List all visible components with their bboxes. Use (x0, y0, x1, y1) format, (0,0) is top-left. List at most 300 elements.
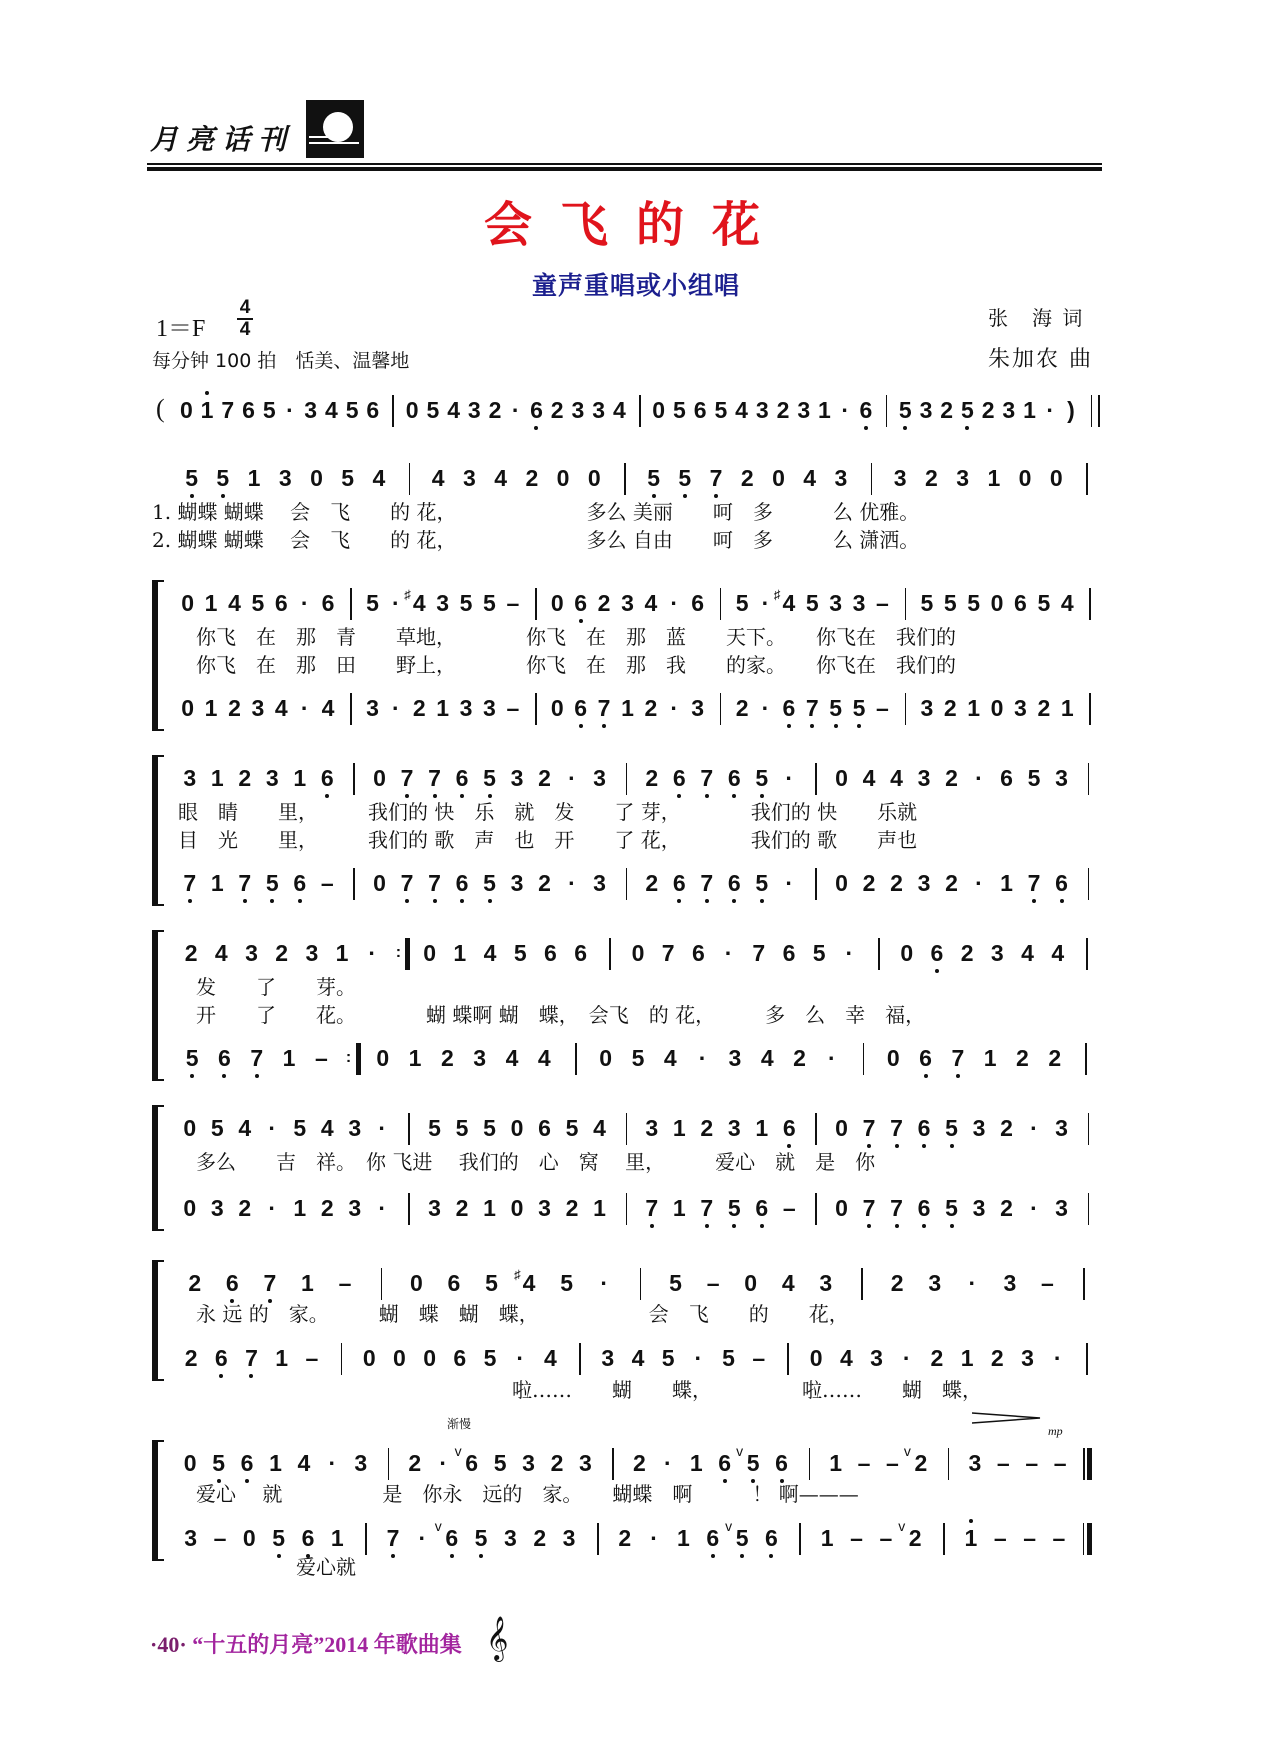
note: 2 (945, 765, 958, 791)
extension-dash: – (506, 590, 520, 616)
song-subtitle: 童声重唱或小组唱 (531, 271, 740, 300)
bracket-hook (156, 1105, 164, 1107)
note: 2 (793, 1045, 806, 1071)
note: 3 (1014, 695, 1027, 721)
note: 7 (696, 765, 718, 791)
augmentation-dot: · (511, 397, 520, 423)
note: 1 (301, 1270, 314, 1296)
note: 6 (668, 870, 690, 896)
note: 1 (269, 1450, 282, 1476)
note: 7 (886, 1115, 908, 1141)
key-signature: 1＝F (156, 316, 206, 342)
note: 5 (479, 765, 501, 791)
note: 6 (221, 1270, 243, 1296)
extension-dash: – (996, 1450, 1010, 1476)
note: 3 (463, 465, 476, 491)
note: 4 (214, 940, 228, 966)
note: 6 (913, 1115, 935, 1141)
note: 0 (631, 940, 645, 966)
lyric-line: 发 了 芽。 (196, 975, 356, 999)
augmentation-dot: · (975, 870, 983, 896)
note: 6 (1051, 870, 1073, 896)
note: 1 (1000, 870, 1013, 896)
barline (1098, 395, 1100, 427)
note: 3 (578, 1450, 592, 1476)
note: 4 (320, 1115, 334, 1141)
barline (409, 463, 411, 495)
lyric-line: 多么 吉 祥。 你 飞进 我们的 心 窝 里， 爱心 就 是 你 (196, 1150, 876, 1174)
note: 4 ♯ (514, 1267, 536, 1296)
note: 3 (183, 765, 197, 791)
note: 2 (776, 397, 790, 423)
note: 5 (428, 1115, 441, 1141)
barline (612, 1448, 614, 1480)
note: 3 (1055, 765, 1068, 791)
system-bracket (152, 580, 158, 731)
barline (353, 763, 355, 795)
barline (1086, 1343, 1088, 1375)
note: 2 (735, 695, 749, 721)
note: 0 (405, 397, 419, 423)
note: 3 (366, 695, 379, 721)
note: 6 (751, 1195, 773, 1221)
note: 2 (645, 870, 659, 896)
system-bracket (152, 1260, 158, 1381)
bracket-hook (156, 1379, 164, 1381)
bracket-hook (156, 729, 164, 731)
repeat-sign: : (395, 944, 402, 961)
barline (365, 1523, 367, 1555)
note: 4 (431, 465, 445, 491)
note: 1 (983, 1045, 997, 1071)
note: 5 (479, 870, 501, 896)
extension-dash: – (320, 870, 334, 896)
note: 6 (691, 940, 705, 966)
note: 7 (752, 940, 766, 966)
barline (878, 938, 880, 970)
note: 5 (262, 397, 276, 423)
note: 2 (408, 1450, 422, 1476)
note: 5 (1027, 765, 1041, 791)
note: 5 (674, 465, 696, 491)
note: 3 (210, 1195, 224, 1221)
augmentation-dot: · (568, 870, 576, 896)
note: 3 (727, 1115, 741, 1141)
note: 1 (335, 940, 349, 966)
note: 3 (797, 397, 811, 423)
treble-clef-icon: 𝄞 (486, 1616, 509, 1660)
note: 0 (183, 1195, 197, 1221)
augmentation-dot: · (439, 1450, 448, 1476)
augmentation-dot: · (785, 765, 794, 791)
augmentation-dot: · (300, 590, 309, 616)
bracket-hook (156, 930, 164, 932)
note: 5 (208, 1450, 230, 1476)
note: 2 (960, 940, 974, 966)
barline (381, 1268, 383, 1300)
system-bracket (152, 755, 158, 906)
augmentation-dot: · (286, 397, 294, 423)
note: 7 (382, 1525, 404, 1551)
note: 3 (503, 1525, 517, 1551)
note: 4 (321, 695, 335, 721)
barline (1091, 395, 1093, 427)
note: 3 (691, 695, 705, 721)
note: 0 (550, 695, 564, 721)
note: 1 (829, 1450, 842, 1476)
note: 5 (669, 1270, 682, 1296)
note: 7 (886, 1195, 908, 1221)
note: 2 (238, 1195, 252, 1221)
augmentation-dot: · (600, 1270, 609, 1296)
note: 2 (533, 1525, 547, 1551)
note: 5 (941, 1195, 963, 1221)
composer-credit: 朱加农 曲 (988, 347, 1093, 372)
note: 7 (947, 1045, 969, 1071)
note: 7 (396, 870, 418, 896)
note: 7 (705, 465, 727, 491)
note: 6 (778, 695, 800, 721)
note: 1 (967, 695, 981, 721)
barline (809, 1448, 811, 1480)
note: 0 (181, 590, 195, 616)
note: 1 (436, 695, 450, 721)
extension-dash: – (314, 1045, 328, 1071)
note: 3 (428, 1195, 441, 1221)
note: 3 (755, 397, 769, 423)
note: 1 (247, 465, 261, 491)
augmentation-dot: · (568, 765, 576, 791)
note: 3 (819, 1270, 833, 1296)
note: 6 (691, 590, 705, 616)
note: 2 (550, 1450, 564, 1476)
note: 4 (274, 695, 288, 721)
barline (863, 1043, 865, 1075)
barline (350, 693, 352, 725)
note: 2 (550, 397, 564, 423)
augmentation-dot: · (378, 1115, 387, 1141)
note: 3 (834, 465, 848, 491)
note: 3 (728, 1045, 742, 1071)
note: 1 (672, 1115, 686, 1141)
extension-dash: – (1041, 1270, 1054, 1296)
note: 5 (345, 397, 359, 423)
note: 6 (451, 870, 473, 896)
note: 3 (972, 1115, 986, 1141)
note: 2 (862, 870, 876, 896)
note: 5 (751, 870, 773, 896)
note: 0 (510, 1115, 524, 1141)
note: 6 (714, 1450, 736, 1476)
note: 0 (242, 1525, 256, 1551)
lyric-line: 眼 睛 里， 我们的 快 乐 就 发 了 芽， 我们的 快 乐就 (178, 800, 918, 824)
note: 2 v (898, 1518, 922, 1551)
note: 7 (240, 1345, 262, 1371)
note: 7 (641, 1195, 663, 1221)
augmentation-dot: · (845, 940, 854, 966)
note: 1 (196, 397, 218, 423)
note: 5 (714, 397, 728, 423)
note: 3 (1003, 1270, 1017, 1296)
note: 6 (570, 695, 592, 721)
barline (626, 763, 628, 795)
note: 2 (184, 1345, 198, 1371)
note: 2 (1000, 1195, 1013, 1221)
note: 5 (181, 465, 203, 491)
note: 5 (812, 940, 826, 966)
note: 3 (1055, 1115, 1068, 1141)
lyric-line: 你飞 在 那 田 野上， 你飞 在 那 我 的家。 你飞在 我们的 (196, 653, 956, 677)
note: 3 (278, 465, 292, 491)
barline (1086, 463, 1088, 495)
barline (341, 1343, 343, 1375)
note: 2 (890, 870, 903, 896)
note: 4 (631, 1345, 645, 1371)
note: 3 (467, 397, 481, 423)
note: 6 (538, 1115, 551, 1141)
note: 3 (990, 940, 1004, 966)
note: 5 (941, 1115, 963, 1141)
note: 0 (809, 1345, 823, 1371)
augmentation-dot: · (300, 695, 309, 721)
note: 4 (372, 465, 386, 491)
augmentation-dot: · (392, 590, 400, 616)
note: 7 (179, 870, 201, 896)
barline (1088, 763, 1090, 795)
note: 6 (760, 1525, 782, 1551)
note: 1 (293, 1195, 307, 1221)
augmentation-dot: · (968, 1270, 977, 1296)
extension-dash: – (1053, 1450, 1067, 1476)
note: 2 (538, 870, 551, 896)
barline (905, 693, 907, 725)
extension-dash: – (752, 1345, 766, 1371)
barline (392, 395, 394, 427)
barline (624, 463, 626, 495)
note: 0 (990, 590, 1004, 616)
note: 3 (510, 765, 524, 791)
augmentation-dot: · (368, 940, 377, 966)
extension-dash: – (876, 695, 889, 721)
barline (948, 1448, 950, 1480)
barline (1085, 1043, 1087, 1075)
note: 5 v (742, 1450, 764, 1476)
note: 4 (760, 1045, 774, 1071)
note: 5 v (731, 1525, 753, 1551)
note: 0 (990, 695, 1004, 721)
note: 3 (972, 1195, 986, 1221)
note: 0 (183, 1450, 197, 1476)
note: 0 (510, 1195, 524, 1221)
note: 3 (829, 590, 843, 616)
note: 6 (366, 397, 380, 423)
note: 5 (483, 1115, 496, 1141)
barline (350, 588, 352, 620)
note: 4 (644, 590, 658, 616)
note: 5 (210, 1115, 224, 1141)
note: 6 (289, 870, 311, 896)
barline (787, 1343, 789, 1375)
note: 3 (522, 1450, 535, 1476)
barline (626, 1113, 628, 1145)
note: 0 (181, 695, 195, 721)
note: 4 (781, 1270, 795, 1296)
note: 4 (238, 1115, 252, 1141)
note: 7 (858, 1115, 880, 1141)
augmentation-dot: · (392, 695, 400, 721)
extension-dash: – (706, 1270, 720, 1296)
note: 6 (723, 870, 745, 896)
header-rule-thin (147, 163, 1102, 165)
barline (535, 693, 537, 725)
note: 6 (236, 1450, 258, 1476)
note: 1 (593, 1195, 606, 1221)
note: 2 (943, 695, 957, 721)
note: 5 (560, 1270, 574, 1296)
note: 5 (261, 870, 283, 896)
barline (609, 938, 611, 970)
note: 1 (204, 590, 218, 616)
note: 3 (917, 765, 931, 791)
note: 7 (259, 1270, 281, 1296)
note: 5 (366, 590, 379, 616)
note: 4 (324, 397, 338, 423)
note: 5 (455, 1115, 469, 1141)
barline (815, 1113, 817, 1145)
augmentation-dot: · (670, 695, 679, 721)
note: 2 (238, 765, 252, 791)
note: 7 (696, 1195, 718, 1221)
barline (861, 1268, 863, 1300)
note: 0 (835, 870, 848, 896)
note: 2 (1048, 1045, 1062, 1071)
note: 2 (633, 1450, 646, 1476)
note: 5 (643, 465, 665, 491)
note: 0 (409, 1270, 423, 1296)
bracket-hook (156, 1079, 164, 1081)
note: 0 (393, 1345, 406, 1371)
note: 1 (1023, 397, 1036, 423)
barline (1089, 693, 1091, 725)
close-paren: ) (1067, 397, 1075, 423)
lyric-line: 你飞 在 那 青 草地， 你飞 在 那 蓝 天下。 你飞在 我们的 (196, 625, 956, 649)
note: 0 (1018, 465, 1032, 491)
note: 6 (668, 765, 690, 791)
note: 4 (803, 465, 817, 491)
note: 5 (735, 590, 749, 616)
note: 4 ♯ (404, 587, 426, 616)
extension-dash: – (857, 1450, 871, 1476)
note: 6 (693, 397, 707, 423)
note: 4 (544, 1345, 557, 1371)
note: 4 (297, 1450, 311, 1476)
note: 6 (778, 1115, 800, 1141)
note: 5 (631, 1045, 645, 1071)
note: 2 (565, 1195, 579, 1221)
note: 2 (644, 695, 658, 721)
augmentation-dot: · (1046, 397, 1055, 423)
note: 3 (184, 1525, 198, 1551)
barline (1083, 1268, 1085, 1300)
note: 1 (820, 1525, 834, 1551)
note: 2 (455, 1195, 469, 1221)
note: 3 (870, 1345, 883, 1371)
note: 2 (1037, 695, 1051, 721)
barline (626, 868, 628, 900)
note: 6 (242, 397, 255, 423)
extension-dash: – (1025, 1450, 1039, 1476)
augmentation-dot: · (670, 590, 679, 616)
barline (1088, 868, 1090, 900)
lower-voice-lyrics: 爱心就 (296, 1555, 356, 1579)
repeat-barline (356, 1043, 361, 1075)
decrescendo-hairpin (972, 1410, 1042, 1424)
extension-dash: – (850, 1525, 863, 1551)
note: 4 (1051, 940, 1065, 966)
note: 6 (855, 397, 877, 423)
note: 5 (181, 1045, 203, 1071)
augmentation-dot: · (650, 1525, 658, 1551)
note: 3 (538, 1195, 551, 1221)
note: 6 (297, 1525, 319, 1551)
augmentation-dot: · (761, 695, 770, 721)
augmentation-dot: · (761, 590, 770, 616)
note: 2 (645, 765, 659, 791)
barline (408, 1193, 410, 1225)
note: 0 (744, 1270, 758, 1296)
note: 5 (956, 397, 978, 423)
augmentation-dot: · (418, 1525, 427, 1551)
extension-dash: – (782, 1195, 796, 1221)
note: 5 (293, 1115, 307, 1141)
note: 5 (251, 590, 265, 616)
barline (905, 588, 907, 620)
bracket-hook (156, 1440, 164, 1442)
note: 3 (621, 590, 634, 616)
note: 6 (771, 1450, 793, 1476)
note: 2 (700, 1115, 714, 1141)
note: 0 (652, 397, 666, 423)
note: 6 (451, 765, 473, 791)
note: 7 (593, 695, 615, 721)
note: 2 (945, 870, 958, 896)
time-sig-bottom: 4 (239, 318, 251, 340)
note: 1 (672, 1195, 686, 1221)
note: 6 (274, 590, 288, 616)
verse-2-lyrics: 2. 蝴蝶 蝴蝶 会 飞 的 花， 多么 自由 呵 多 么 潇洒。 (152, 528, 920, 552)
note: 7 (246, 1045, 268, 1071)
note: 4 (663, 1045, 677, 1071)
note: 6 (782, 940, 796, 966)
note: 2 (184, 940, 198, 966)
note: 7 (396, 765, 418, 791)
note: 7 (1023, 870, 1045, 896)
note: 5 (268, 1525, 290, 1551)
augmentation-dot: · (694, 1345, 703, 1371)
note: 5 (485, 1270, 498, 1296)
time-signature (237, 298, 253, 340)
note: 6 (210, 1345, 232, 1371)
barline (579, 1343, 581, 1375)
note: 5 (1037, 590, 1051, 616)
time-sig-top: 4 (239, 297, 251, 318)
augmentation-dot: · (785, 870, 794, 896)
note: 2 (940, 397, 954, 423)
barline (626, 1193, 628, 1225)
note: 5 (493, 1450, 507, 1476)
note: 3 (510, 870, 524, 896)
note: 0 (550, 590, 564, 616)
